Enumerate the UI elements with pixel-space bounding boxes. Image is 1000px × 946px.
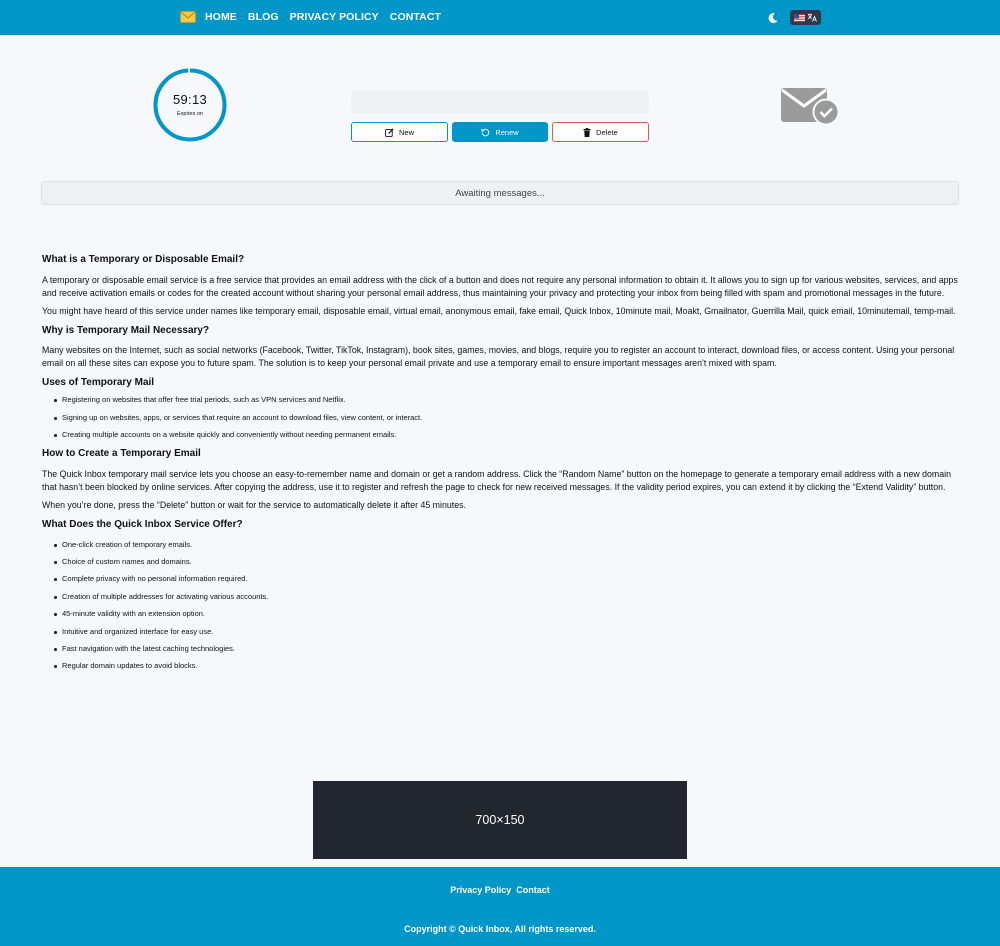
heading-offer: What Does the Quick Inbox Service Offer?: [42, 518, 243, 530]
expiry-timer: [152, 67, 228, 143]
nav-privacy-link[interactable]: PRIVACY POLICY: [289, 11, 379, 23]
paragraph-why: Many websites on the Internet, such as social networks (Facebook, Twitter, TikTok, Instagram), book sites, games, movies, and blogs, require you to register an account to interact, download files, or access content. Using your personal email on all these sites can expose you to future spam. The solution is to keep your personal email private and use a temporary email to ensure important messages aren’t mixed with spam.: [42, 344, 955, 368]
translate-icon: [807, 13, 817, 22]
footer-contact-link[interactable]: Contact: [516, 885, 550, 895]
paragraph-what-is: A temporary or disposable email service is a free service that provides an email address with the click of a button and does not require any personal information to obtain it. It allows you to sign up for various websites, services, and apps and receive activation emails or codes for the created account without sharing your personal email address, thus maintaining your privacy and protecting your inbox from being filled with spam and promotional messages in the future.: [42, 275, 958, 299]
timer-time: 59:13: [172, 92, 208, 107]
paragraph-aliases: You might have heard of this service under names like temporary email, disposable email, virtual email, anonymous email, fake email, Quick Inbox, 10minute mail, Moakt, Gmailnator, Guerrilla Mail, quick email, 10minutemail, temp-mail.: [42, 306, 956, 317]
list-item: One-click creation of temporary emails.: [54, 540, 962, 550]
footer: [0, 867, 1000, 946]
new-button[interactable]: [351, 122, 448, 142]
inbox-status-bar: [41, 181, 959, 205]
nav-links: [205, 11, 441, 24]
timer-label: Expires on: [177, 111, 203, 117]
top-navbar: [0, 0, 1000, 35]
paragraph-done: When you’re done, press the “Delete” button or wait for the service to automatically delete it after 45 minutes.: [42, 500, 466, 511]
trash-icon: [583, 128, 591, 137]
envelope-icon[interactable]: [180, 11, 196, 23]
list-item: Choice of custom names and domains.: [54, 557, 962, 567]
nav-contact-link[interactable]: CONTACT: [389, 11, 442, 23]
footer-links: [0, 885, 1000, 895]
heading-why: Why is Temporary Mail Necessary?: [42, 324, 210, 336]
new-button-label: New: [398, 127, 414, 137]
heading-how: How to Create a Temporary Email: [42, 448, 201, 460]
delete-button[interactable]: [552, 122, 649, 142]
nav-home-link[interactable]: HOME: [205, 11, 237, 23]
copyright-text: Copyright © Quick Inbox, All rights reserved.: [404, 924, 596, 934]
ad-placeholder: [313, 781, 687, 859]
list-item: Fast navigation with the latest caching technologies.: [54, 644, 962, 654]
renew-button[interactable]: [452, 122, 548, 142]
list-item: Regular domain updates to avoid blocks.: [54, 661, 962, 671]
uses-list: [42, 395, 962, 440]
paragraph-how: The Quick Inbox temporary mail service lets you choose an easy-to-remember name and domain or get a random address. Click the “Random Name” button on the homepage to generate a temporary email address with a new domain that hasn’t been blocked by online services. After copying the address, use it to register and refresh the page to check for new received messages. If the validity period expires, you can extend it by clicking the “Extend Validity” button.: [42, 469, 951, 493]
footer-privacy-link[interactable]: Privacy Policy: [450, 885, 512, 895]
list-item: Signing up on websites, apps, or services that require an account to download files, view content, or interact.: [54, 413, 962, 423]
list-item: Complete privacy with no personal information required.: [54, 574, 962, 584]
moon-icon[interactable]: [766, 11, 780, 25]
heading-uses: Uses of Temporary Mail: [42, 377, 155, 389]
nav-blog-link[interactable]: BLOG: [247, 11, 279, 23]
list-item: 45-minute validity with an extension option.: [54, 609, 962, 619]
ad-size-label: 700×150: [475, 813, 525, 827]
us-flag-icon: [794, 14, 805, 22]
language-button[interactable]: [790, 10, 821, 25]
delete-button-label: Delete: [596, 127, 618, 137]
edit-icon: [385, 128, 394, 137]
email-address-field[interactable]: [351, 91, 649, 113]
list-item: Creating multiple accounts on a website quickly and conveniently without needing permanent emails.: [54, 430, 962, 440]
mail-check-icon: [780, 86, 840, 126]
article: [42, 254, 962, 671]
inbox-status-text: Awaiting messages...: [455, 187, 545, 199]
list-item: Registering on websites that offer free trial periods, such as VPN services and Netflix.: [54, 395, 962, 405]
list-item: Intuitive and organized interface for easy use.: [54, 627, 962, 637]
rotate-icon: [481, 128, 490, 137]
heading-what-is: What is a Temporary or Disposable Email?: [42, 254, 245, 265]
renew-button-label: Renew: [495, 127, 519, 137]
list-item: Creation of multiple addresses for activating various accounts.: [54, 592, 962, 602]
offers-list: [42, 540, 962, 672]
